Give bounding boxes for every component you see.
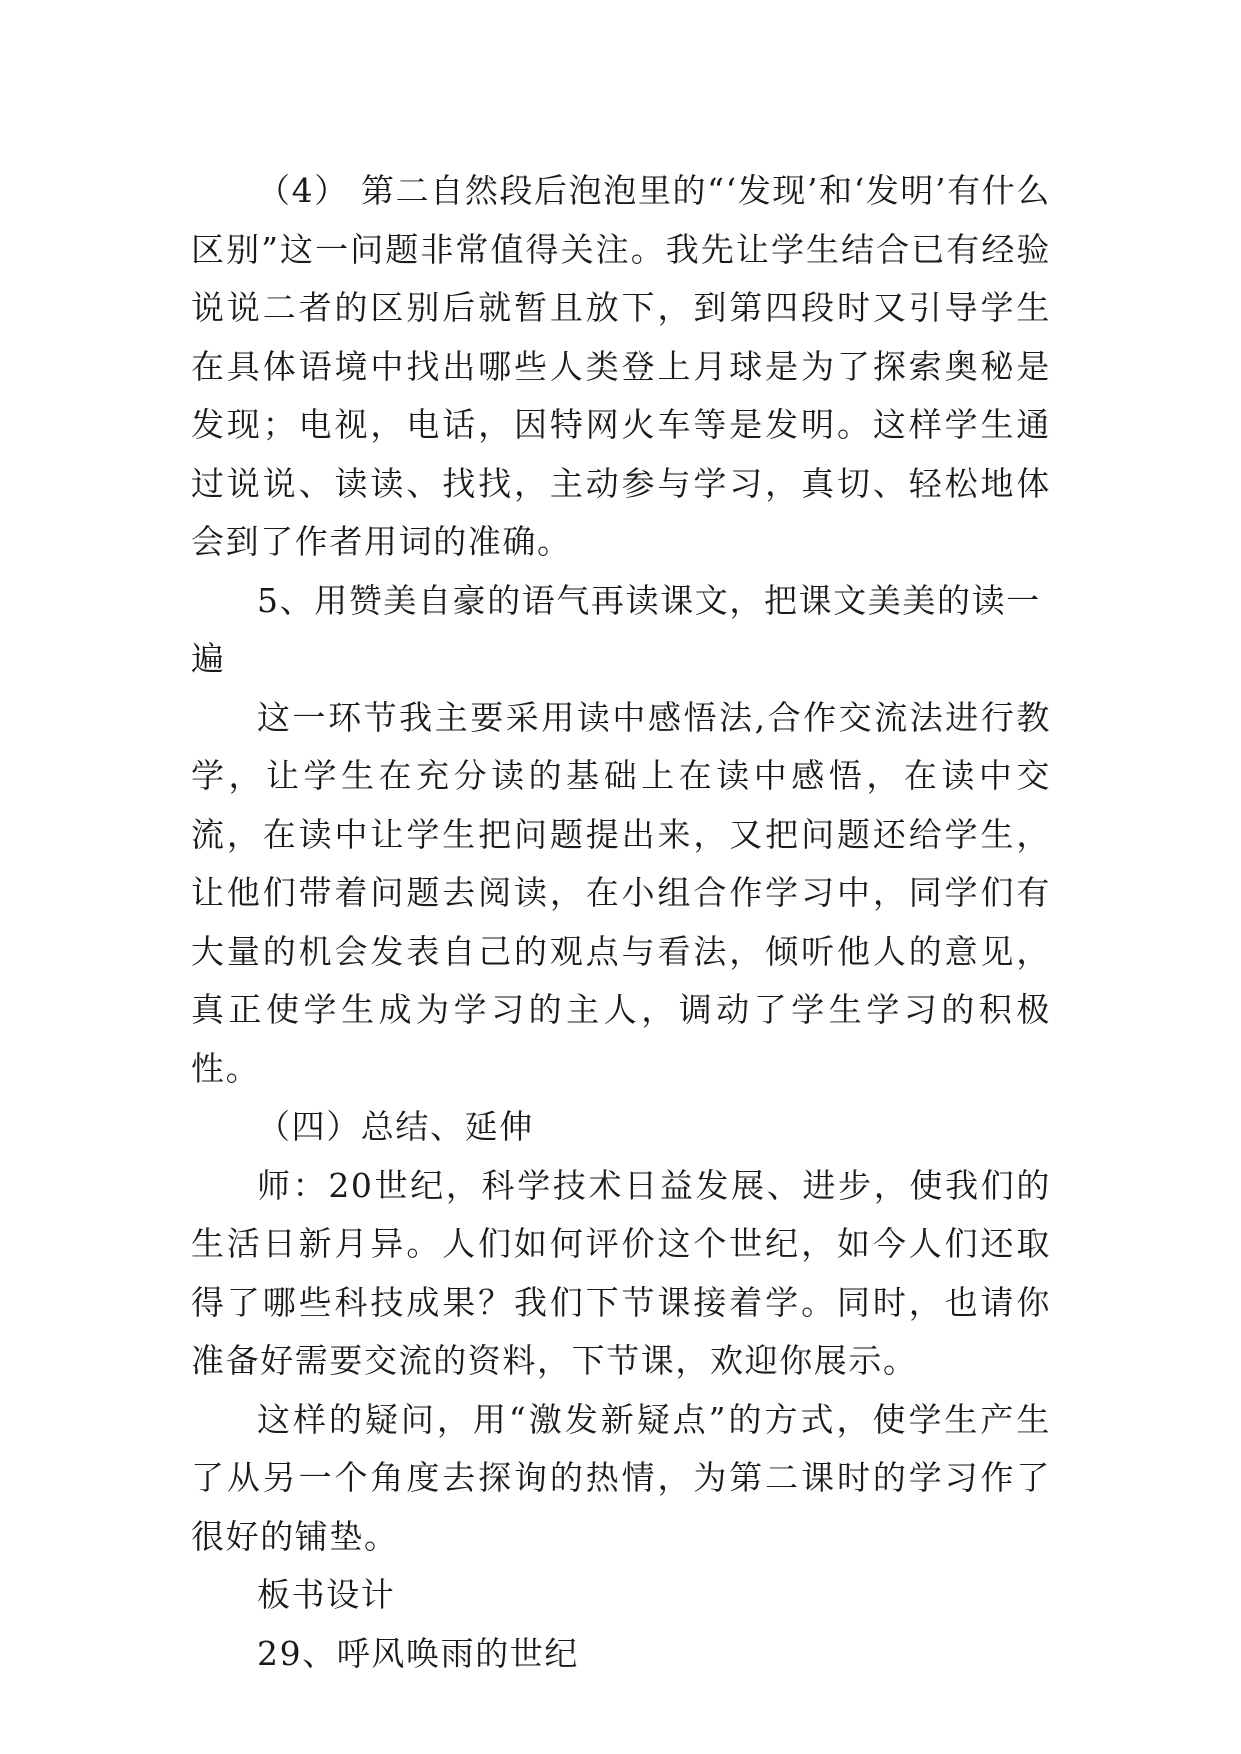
paragraph-teacher-remark: 师：20世纪，科学技术日益发展、进步，使我们的生活日新月异。人们如何评价这个世纪，如今人们还取得了哪些科技成果？我们下节课接着学。同时，也请你准备好需要交流的资料，下节课，欢迎你展示。 bbox=[191, 1165, 1051, 1380]
section-heading-board-design: 板书设计 bbox=[257, 1575, 396, 1614]
document-body bbox=[191, 162, 1051, 1683]
paragraph-step-5: 5、用赞美自豪的语气再读课文，把课文美美的读一遍 bbox=[191, 580, 1041, 678]
paragraph-teaching-method: 这一环节我主要采用读中感悟法,合作交流法进行教学，让学生在充分读的基础上在读中感悟，在读中交流，在读中让学生把问题提出来，又把问题还给学生，让他们带着问题去阅读，在小组合作学习中，同学们有大量的机会发表自己的观点与看法，倾听他人的意见，真正使学生成为学习的主人，调动了学生学习的积极性。 bbox=[191, 697, 1051, 1088]
board-design-title: 29、呼风唤雨的世纪 bbox=[257, 1633, 579, 1673]
paragraph-discovery-vs-invention: （4） 第二自然段后泡泡里的“‘发现’和‘发明’有什么区别”这一问题非常值得关注。我先让学生结合已有经验说说二者的区别后就暂且放下，到第四段时又引导学生在具体语境中找出哪些人类登上月球是为了探索奥秘是发现；电视，电话，因特网火车等是发明。这样学生通过说说、读读、找找，主动参与学习，真切、轻松地体会到了作者用词的准确。 bbox=[191, 171, 1051, 561]
section-heading-summary: （四）总结、延伸 bbox=[257, 1107, 534, 1146]
paragraph-reflection: 这样的疑问，用“激发新疑点”的方式，使学生产生了从另一个角度去探询的热情，为第二课时的学习作了很好的铺垫。 bbox=[191, 1399, 1051, 1556]
